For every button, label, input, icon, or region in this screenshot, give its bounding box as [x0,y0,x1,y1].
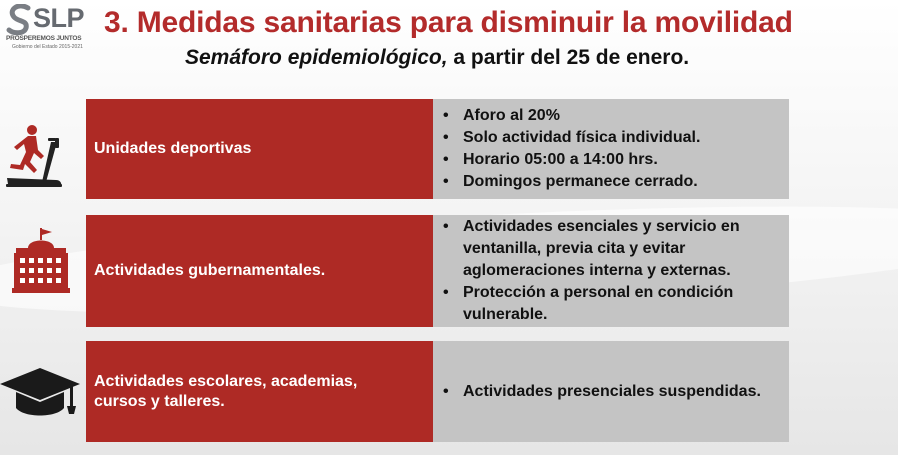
row-label: Actividades gubernamentales. [86,215,433,327]
row-detail [433,341,789,442]
treadmill-runner-icon [4,124,68,192]
list-item: • Aforo al 20% [439,105,781,127]
row-label: Unidades deportivas [86,99,433,199]
bullet-list [439,381,781,403]
list-item: • Actividades esenciales y servicio en ventanilla, previa cita y evitar aglomeraciones interna y externas. [439,216,781,282]
logo-name: SLP [33,3,85,33]
logo-tagline: PROSPEREMOS JUNTOS [6,35,82,42]
bullet-list [439,105,781,193]
government-building-icon [10,228,72,294]
page-subtitle [185,46,689,70]
subtitle-emphasis: Semáforo epidemiológico, [185,46,448,69]
logo-mark-icon [6,4,36,36]
row-detail [433,215,789,327]
subtitle-rest: a partir del 25 de enero. [447,46,690,69]
slp-logo [6,4,98,54]
page-title: 3. Medidas sanitarias para disminuir la movilidad [104,6,793,39]
bullet-list [439,216,781,326]
list-item: • Domingos permanece cerrado. [439,171,781,193]
list-item: • Protección a personal en condición vulnerable. [439,282,781,326]
list-item: • Solo actividad física individual. [439,127,781,149]
row-label: Actividades escolares, academias, cursos y talleres. [86,341,433,442]
row-detail [433,99,789,199]
list-item: • Actividades presenciales suspendidas. [439,381,781,403]
graduation-cap-icon [0,366,80,422]
list-item: • Horario 05:00 a 14:00 hrs. [439,149,781,171]
logo-sub: Gobierno del Estado 2015-2021 [12,44,83,50]
